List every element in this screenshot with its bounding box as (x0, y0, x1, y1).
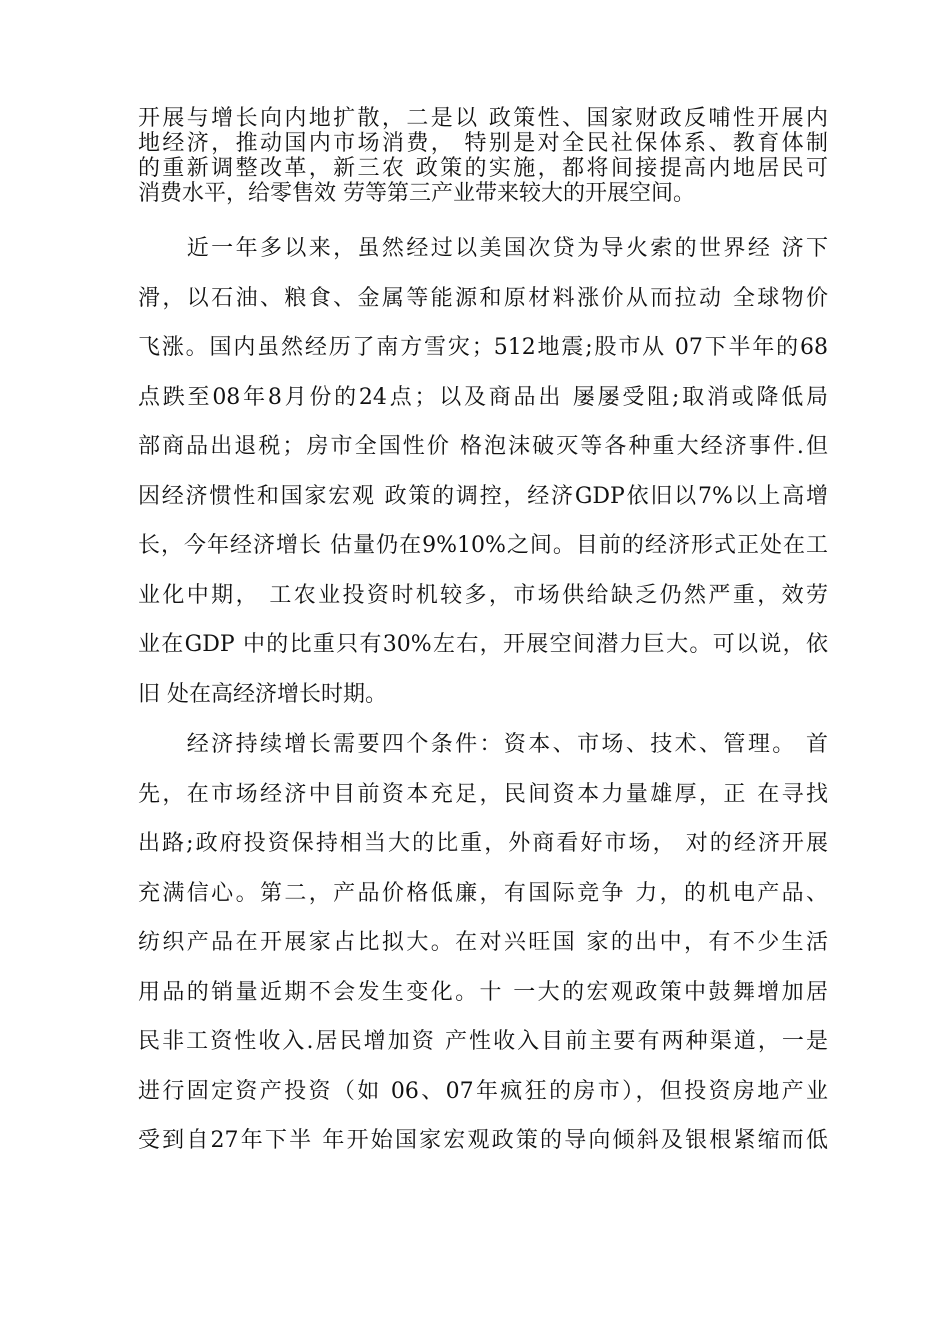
text-line: 旧 处在高经济增长时期。 (138, 681, 387, 707)
text-line: 点跌至08年8月份的24点；以及商品出 屡屡受阻;取消或降低局 (138, 384, 828, 410)
text-line: 业化中期， 工农业投资时机较多，市场供给缺乏仍然严重，效劳 (138, 582, 828, 608)
continued-paragraph (138, 106, 828, 206)
text-line: 出路;政府投资保持相当大的比重，外商看好市场， 对的经济开展 (138, 831, 828, 856)
text-line: 部商品出退税；房市全国性价 格泡沫破灭等各种重大经济事件.但 (138, 434, 828, 459)
text-line: 进行固定资产投资（如 06、07年疯狂的房市），但投资房地产业 (138, 1078, 828, 1104)
text-line: 因经济惯性和国家宏观 政策的调控，经济GDP依旧以7%以上高增 (138, 483, 828, 509)
text-line: 长，今年经济增长 估量仍在9%10%之间。目前的经济形式正处在工 (138, 533, 828, 558)
text-line: 用品的销量近期不会发生变化。十 一大的宏观政策中鼓舞增加居 (138, 979, 828, 1005)
text-line: 民非工资性收入.居民增加资 产性收入目前主要有两种渠道，一是 (138, 1029, 828, 1054)
text-line: 滑，以石油、粮食、金属等能源和原材料涨价从而拉动 全球物价 (138, 285, 828, 311)
text-line: 的重新调整改革，新三农 政策的实施，都将间接提高内地居民可 (138, 156, 828, 181)
text-line: 近一年多以来，虽然经过以美国次贷为导火索的世界经 济下 (138, 236, 828, 261)
text-line: 先，在市场经济中目前资本充足，民间资本力量雄厚，正 在寻找 (138, 781, 828, 807)
paragraph-growth-conditions (138, 720, 828, 1166)
text-line: 充满信心。第二，产品价格低廉，有国际竞争 力，的机电产品、 (138, 880, 828, 906)
text-line: 开展与增长向内地扩散，二是以 政策性、国家财政反哺性开展内 (138, 106, 828, 131)
text-line: 业在GDP 中的比重只有30%左右，开展空间潜力巨大。可以说，依 (138, 632, 828, 657)
text-line: 受到自27年下半 年开始国家宏观政策的导向倾斜及银根紧缩而低 (138, 1128, 828, 1153)
text-line: 纺织产品在开展家占比拟大。在对兴旺国 家的出中，有不少生活 (138, 930, 828, 955)
text-line: 消费水平，给零售效 劳等第三产业带来较大的开展空间。 (138, 181, 695, 206)
text-line: 地经济，推动国内市场消费， 特别是对全民社保体系、教育体制 (138, 131, 828, 156)
text-line: 飞涨。国内虽然经历了南方雪灾；512地震;股市从 07下半年的68 (138, 335, 828, 360)
paragraph-economic-events (138, 224, 828, 719)
text-line: 经济持续增长需要四个条件：资本、市场、技术、管理。 首 (138, 732, 828, 757)
